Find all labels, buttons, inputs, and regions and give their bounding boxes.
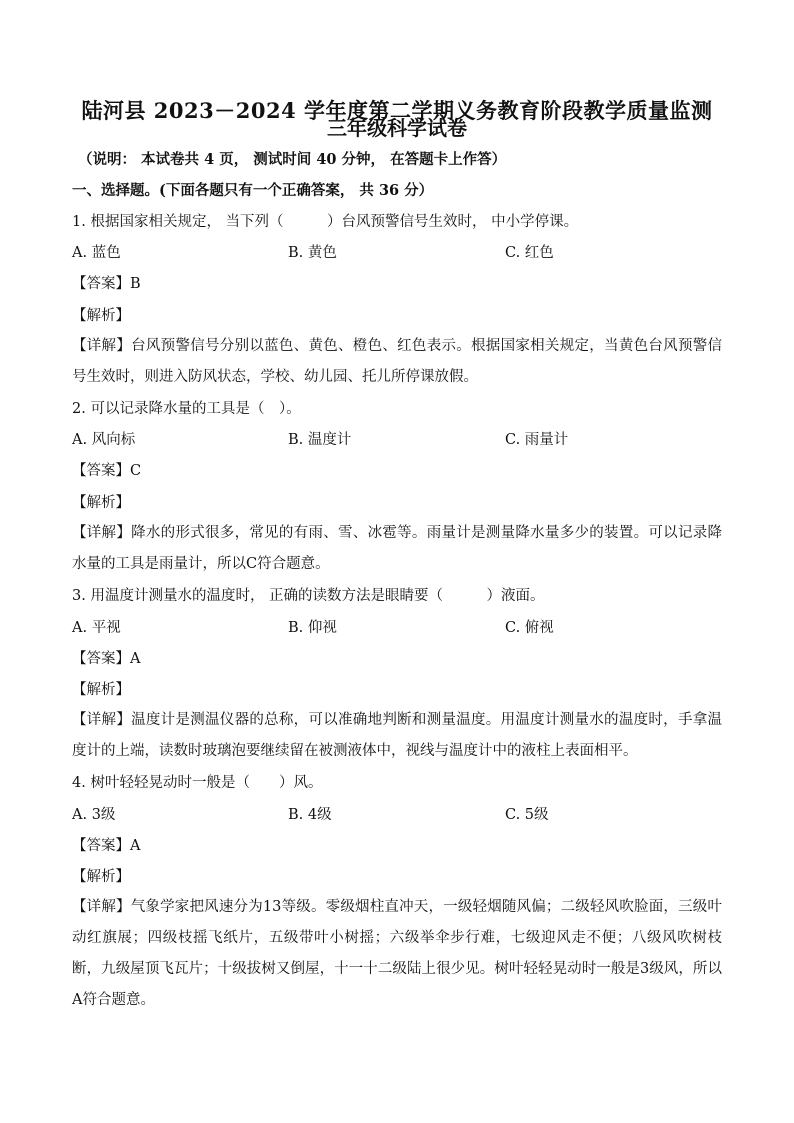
question-1-detail: 【详解】台风预警信号分别以蓝色、黄色、橙色、红色表示。根据国家相关规定，当黄色台风预警信号生效时，则进入防风状态，学校、幼儿园、托儿所停课放假。: [72, 338, 722, 385]
question-1-stem: 1. 根据国家相关规定， 当下列（ ）台风预警信号生效时， 中小学停课。: [72, 214, 579, 230]
exam-subtitle: 三年级科学试卷: [327, 116, 467, 140]
question-1-option-b: B. 黄色: [288, 245, 337, 261]
question-4-option-b: B. 4级: [288, 807, 332, 823]
question-3-answer: 【答案】A: [72, 651, 141, 667]
question-2-stem: 2. 可以记录降水量的工具是（ ）。: [72, 401, 301, 417]
question-3-option-b: B. 仰视: [288, 620, 337, 636]
question-1-option-a: A. 蓝色: [72, 245, 121, 261]
question-2-answer: 【答案】C: [72, 463, 142, 479]
question-2-option-a: A. 风向标: [72, 432, 136, 448]
question-1-analysis-label: 【解析】: [72, 308, 130, 324]
question-1-option-c: C. 红色: [505, 245, 554, 261]
question-2-analysis-label: 【解析】: [72, 495, 130, 511]
exam-title: 陆河县 2023－2024 学年度第二学期义务教育阶段教学质量监测: [81, 98, 713, 123]
question-4-analysis-label: 【解析】: [72, 869, 130, 885]
question-2-detail: 【详解】降水的形式很多，常见的有雨、雪、冰雹等。雨量计是测量降水量多少的装置。可以记录降水量的工具是雨量计，所以C符合题意。: [72, 525, 722, 572]
exam-instructions: （说明： 本试卷共 4 页， 测试时间 40 分钟， 在答题卡上作答）: [78, 151, 507, 168]
question-4-detail: 【详解】气象学家把风速分为13等级。零级烟柱直冲天，一级轻烟随风偏；二级轻风吹脸面，三级叶动红旗展；四级枝摇飞纸片，五级带叶小树摇；六级举伞步行难，七级迎风走不便；八级风吹树枝断，九级屋顶飞瓦片；十级拔树又倒屋，十一十二级陆上很少见。树叶轻轻晃动时一般是3级风，所以A符合题意。: [72, 899, 722, 1008]
question-3-stem: 3. 用温度计测量水的温度时， 正确的读数方法是眼睛要（ ）液面。: [72, 588, 545, 604]
question-1-answer: 【答案】B: [72, 276, 141, 292]
question-2-option-c: C. 雨量计: [505, 432, 569, 448]
question-3-option-c: C. 俯视: [505, 620, 554, 636]
question-2-option-b: B. 温度计: [288, 432, 352, 448]
question-4-answer: 【答案】A: [72, 838, 141, 854]
question-4-option-c: C. 5级: [505, 807, 549, 823]
section-heading: 一、选择题。(下面各题只有一个正确答案， 共 36 分）: [72, 182, 434, 199]
question-3-detail: 【详解】温度计是测温仪器的总称，可以准确地判断和测量温度。用温度计测量水的温度时，手拿温度计的上端，读数时玻璃泡要继续留在被测液体中，视线与温度计中的液柱上表面相平。: [72, 712, 722, 759]
question-3-analysis-label: 【解析】: [72, 682, 130, 698]
question-4-option-a: A. 3级: [72, 807, 116, 823]
question-4-stem: 4. 树叶轻轻晃动时一般是（ ）风。: [72, 775, 323, 791]
question-3-option-a: A. 平视: [72, 620, 121, 636]
